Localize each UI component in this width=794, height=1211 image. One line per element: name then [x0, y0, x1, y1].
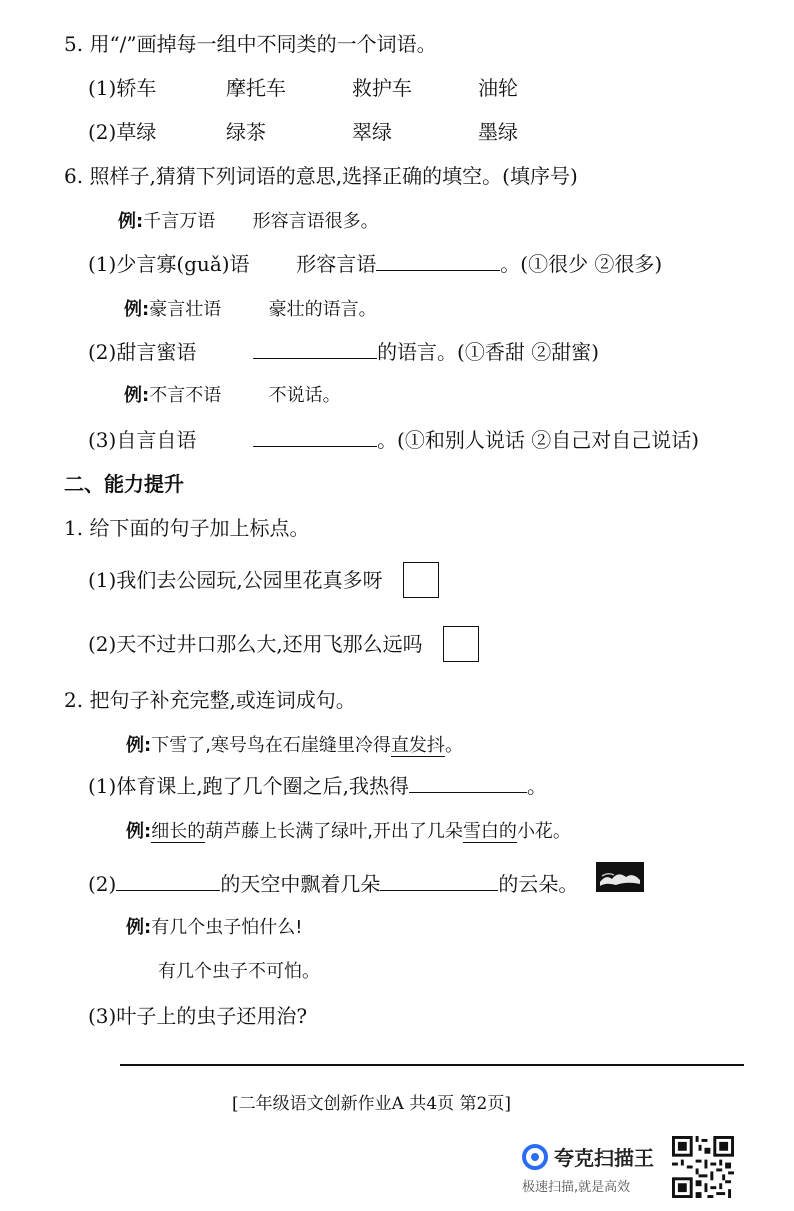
item-suffix: 的云朵。 [498, 872, 579, 896]
s2q1-title: 1. 给下面的句子加上标点。 [64, 516, 310, 540]
item-prefix: 形容言语 [296, 252, 377, 276]
q5-row1-item2: 摩托车 [226, 76, 286, 100]
example-label: 例: [126, 735, 152, 756]
answer-blank-1[interactable] [116, 872, 220, 891]
q5-row1-item4: 油轮 [478, 76, 518, 100]
example-label: 例: [124, 385, 150, 406]
s2q2-item-3: (3)叶子上的虫子还用治? [88, 1004, 308, 1028]
example-text: 下雪了,寒号鸟在石崖缝里冷得 [151, 735, 391, 756]
example-word: 不言不语 [149, 385, 222, 406]
example-label: 例: [124, 299, 150, 320]
answer-blank[interactable] [253, 428, 377, 447]
item-suffix: 。 [527, 774, 548, 798]
example-word: 千言万语 [143, 211, 216, 232]
q6-item-2 [88, 340, 599, 364]
cloud-picture-icon [596, 862, 644, 892]
punctuation-box-1[interactable] [403, 562, 439, 598]
s2q2-example-1 [126, 734, 463, 758]
example-meaning: 不说话。 [268, 385, 341, 406]
example-label: 例: [126, 821, 152, 842]
q6-example-3 [124, 384, 341, 408]
s2q2-item-2 [88, 872, 578, 896]
watermark-brand: 夸克扫描王 [554, 1146, 654, 1170]
q5-row2-item3: 翠绿 [352, 120, 392, 144]
item-suffix: 。(①和别人说话 ②自己对自己说话) [377, 428, 700, 452]
item-word: (2)甜言蜜语 [88, 340, 197, 364]
q5-row2-item2: 绿茶 [226, 120, 266, 144]
answer-blank[interactable] [253, 340, 377, 359]
item-suffix: 的语言。(①香甜 ②甜蜜) [377, 340, 600, 364]
watermark [522, 1138, 772, 1200]
q5-title: 5. 用“/”画掉每一组中不同类的一个词语。 [64, 32, 437, 56]
q6-example-1 [118, 210, 379, 234]
answer-blank[interactable] [409, 774, 527, 793]
example-meaning: 形容言语很多。 [252, 211, 379, 232]
example-underlined: 直发抖 [390, 735, 445, 756]
q6-title: 6. 照样子,猜猜下列词语的意思,选择正确的填空。(填序号) [64, 164, 578, 188]
qr-code-icon [672, 1136, 734, 1198]
example-underlined-1: 细长的 [151, 821, 206, 842]
q5-row2-item4: 墨绿 [478, 120, 518, 144]
answer-blank-2[interactable] [380, 872, 498, 891]
item-prefix: (2) [88, 872, 117, 896]
section-title: 二、能力提升 [64, 472, 184, 496]
s2q2-item-1 [88, 774, 547, 798]
item-suffix: 。(①很少 ②很多) [500, 252, 663, 276]
example-text-end: 。 [444, 735, 463, 756]
answer-blank[interactable] [376, 252, 500, 271]
punctuation-box-2[interactable] [443, 626, 479, 662]
quark-logo-icon [522, 1144, 548, 1170]
example-line-1: 有几个虫子怕什么! [151, 917, 303, 938]
footer-rule [120, 1064, 744, 1066]
item-word: (1)少言寡(guǎ)语 [88, 252, 250, 276]
s2q1-item-1: (1)我们去公园玩,公园里花真多呀 [88, 568, 383, 592]
s2q2-title: 2. 把句子补充完整,或连词成句。 [64, 688, 356, 712]
watermark-slogan: 极速扫描,就是高效 [522, 1180, 631, 1195]
s2q2-example-2 [126, 820, 571, 844]
s2q2-example-3 [126, 916, 302, 940]
q6-item-1 [88, 252, 662, 276]
q6-example-2 [124, 298, 377, 322]
item-text: (1)体育课上,跑了几个圈之后,我热得 [88, 774, 410, 798]
s2q2-example-3-line-2: 有几个虫子不可怕。 [158, 961, 320, 982]
item-mid: 的天空中飘着几朵 [220, 872, 381, 896]
item-word: (3)自言自语 [88, 428, 197, 452]
q5-row1-item1: (1)轿车 [88, 76, 157, 100]
example-word: 豪言壮语 [149, 299, 222, 320]
example-label: 例: [118, 211, 144, 232]
page-footer: [二年级语文创新作业A 共4页 第2页] [232, 1094, 511, 1114]
q6-item-3 [88, 428, 699, 452]
q5-row2-item1: (2)草绿 [88, 120, 157, 144]
cloud-image [596, 862, 644, 892]
example-mid: 葫芦藤上长满了绿叶,开出了几朵 [205, 821, 463, 842]
example-meaning: 豪壮的语言。 [268, 299, 377, 320]
q5-row1-item3: 救护车 [352, 76, 412, 100]
example-label: 例: [126, 917, 152, 938]
example-underlined-2: 雪白的 [462, 821, 517, 842]
s2q1-item-2: (2)天不过井口那么大,还用飞那么远吗 [88, 632, 423, 656]
example-end: 小花。 [516, 821, 571, 842]
